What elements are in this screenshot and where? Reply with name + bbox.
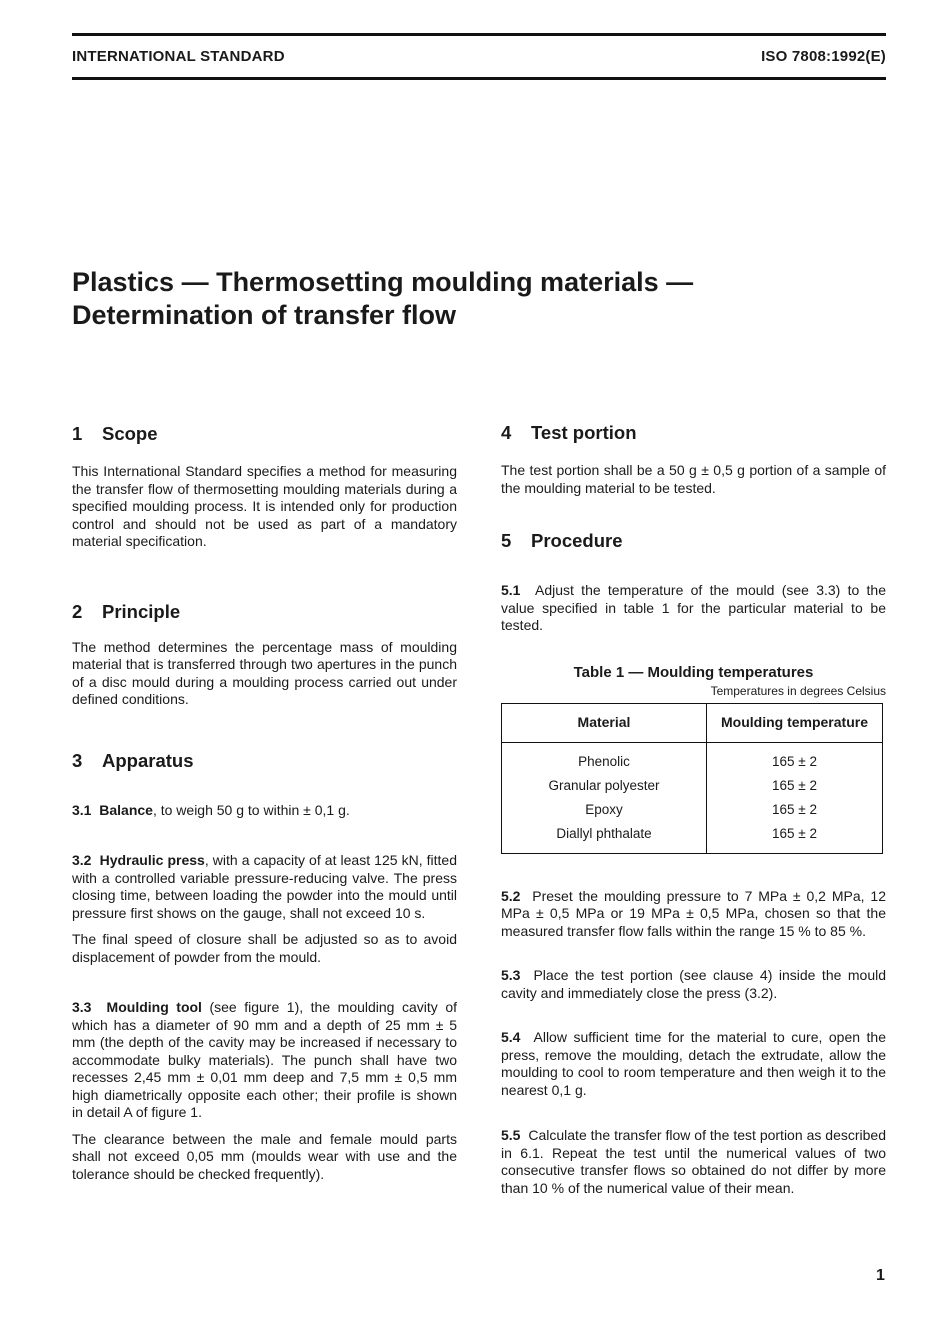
standard-type-label: INTERNATIONAL STANDARD [72, 48, 285, 65]
section-1-heading: 1 Scope [72, 423, 158, 444]
section-4-text: The test portion shall be a 50 g ± 0,5 g portion of a sample of the moulding material to be tested. [501, 462, 886, 496]
clause-3-1: 3.1 Balance, to weigh 50 g to within ± 0,1 g. [72, 801, 350, 818]
clause-5-1: 5.1 Adjust the temperature of the mould (see 3.3) to the value specified in table 1 for the particular material to be tested. [501, 582, 886, 633]
material-cell: Phenolic [502, 742, 707, 774]
table-row [502, 798, 883, 822]
right-column [501, 422, 886, 1197]
table-1-units-note: Temperatures in degrees Celsius [710, 684, 886, 698]
section-1-text: This International Standard specifies a method for measuring the transfer flow of thermosetting moulding materials during a specified moulding process. It is intended only for production control and should not be used as part of a mandatory material specification. [72, 463, 457, 549]
table-row [502, 822, 883, 854]
table-row [502, 774, 883, 798]
moulding-temperatures-table [501, 703, 883, 854]
column-header-temperature: Moulding temperature [707, 703, 883, 742]
temperature-cell: 165 ± 2 [707, 822, 883, 854]
document-title [72, 266, 872, 332]
clause-5-3: 5.3 Place the test portion (see clause 4) inside the mould cavity and immediately close the press (3.2). [501, 967, 887, 1001]
section-3-heading: 3 Apparatus [72, 749, 194, 771]
material-cell: Granular polyester [502, 774, 707, 798]
column-header-material: Material [502, 703, 707, 742]
standard-number: ISO 7808:1992(E) [761, 48, 886, 65]
clause-5-2: 5.2 Preset the moulding pressure to 7 MPa ± 0,2 MPa, 12 MPa ± 0,5 MPa or 19 MPa ± 0,5 MPa, chosen so that the measured transfer flow falls within the range 15 % to 85 %. [501, 887, 886, 939]
table-1-caption: Table 1 — Moulding temperatures [573, 663, 814, 681]
header-rule-top [72, 33, 886, 36]
clause-5-4: 5.4 Allow sufficient time for the material to cure, open the press, remove the moulding, detach the extrudate, allow the moulding to cool to room temperature and then weigh it to the nearest 0,1 g. [501, 1029, 887, 1098]
material-cell: Diallyl phthalate [502, 822, 707, 854]
clause-5-5: 5.5 Calculate the transfer flow of the test portion as described in 6.1. Repeat the test until the numerical values of two consecutive transfer flows so obtained do not differ by more than 10 % of the numerical value of their mean. [501, 1127, 886, 1196]
temperature-cell: 165 ± 2 [707, 798, 883, 822]
header-rule-bottom [72, 77, 886, 80]
page-number: 1 [876, 1267, 885, 1284]
section-2-text: The method determines the percentage mass of moulding material that is transferred through two apertures in the punch of a disc mould during a moulding process carried out under defined conditions. [72, 638, 457, 707]
temperature-cell: 165 ± 2 [707, 742, 883, 774]
left-column [72, 423, 457, 1183]
title-line-2: Determination of transfer flow [72, 300, 457, 330]
table-header-row [502, 703, 883, 742]
clause-3-3: 3.3 Moulding tool (see figure 1), the moulding cavity of which has a diameter of 90 mm and a depth of 25 mm ± 5 mm (the depth of the cavity may be increased if necessary to accommodate bulky materials). The punch shall have two recesses 2,45 mm ± 0,01 mm deep and 7,5 mm ± 0,5 mm high diametrically opposite each other; their profile is shown in detail A of figure 1. [72, 999, 458, 1120]
title-line-1: Plastics — Thermosetting moulding materials — [72, 267, 694, 297]
clause-3-3-para-2: The clearance between the male and female mould parts shall not exceed 0,05 mm (moulds wear with use and the tolerance should be checked frequently). [72, 1130, 457, 1182]
section-2-heading: 2 Principle [72, 600, 181, 622]
table-row [502, 742, 883, 774]
clause-3-2: 3.2 Hydraulic press, with a capacity of at least 125 kN, fitted with a controlled variable pressure-reducing valve. The press closing time, between loading the powder into the mould until pressure first shows on the gauge, shall not exceed 10 s. [72, 852, 457, 921]
temperature-cell: 165 ± 2 [707, 774, 883, 798]
section-4-heading: 4 Test portion [501, 422, 637, 443]
material-cell: Epoxy [502, 798, 707, 822]
section-5-heading: 5 Procedure [501, 530, 623, 551]
clause-3-2-para-2: The final speed of closure shall be adjusted so as to avoid displacement of powder from the mould. [72, 931, 457, 965]
